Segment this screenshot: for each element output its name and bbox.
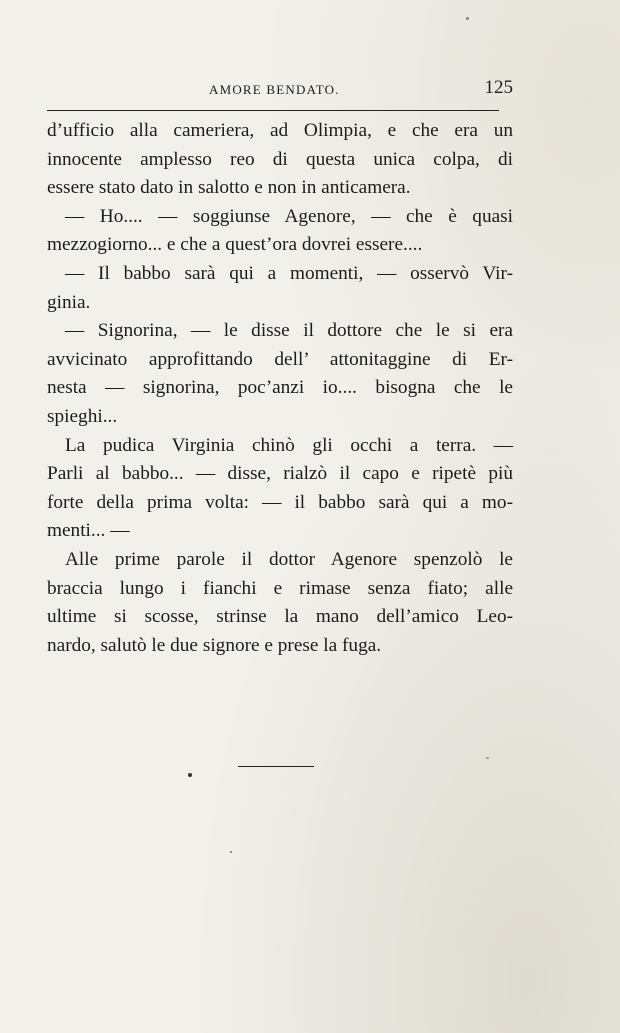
text-line: avvicinato approfittando dell’ attonitaggine di Er-	[47, 348, 513, 370]
text-line: innocente amplesso reo di questa unica colpa, di	[47, 148, 513, 170]
text-line: ginia.	[47, 291, 91, 313]
section-end-rule	[238, 766, 314, 767]
text-line: d’ufficio alla cameriera, ad Olimpia, e che era un	[47, 120, 513, 141]
ink-speck	[188, 773, 192, 777]
text-line: spieghi...	[47, 405, 118, 427]
text-line: — Il babbo sarà qui a momenti, — osservò Vir-	[65, 262, 513, 284]
text-line: forte della prima volta: — il babbo sarà qui a mo-	[47, 491, 513, 513]
text-line: ultime si scosse, strinse la mano dell’amico Leo-	[47, 606, 513, 628]
header-rule	[47, 110, 499, 111]
text-line: braccia lungo i fianchi e rimase senza fiato; alle	[47, 577, 513, 599]
ink-speck	[486, 757, 489, 759]
ink-speck	[466, 17, 469, 20]
text-line: Alle prime parole il dottor Agenore spenzolò le	[65, 548, 513, 570]
text-line: La pudica Virginia chinò gli occhi a terra. —	[65, 434, 513, 456]
text-line: — Signorina, — le disse il dottore che le si era	[65, 320, 513, 342]
text-line: menti... —	[47, 520, 130, 542]
text-line: Parli al babbo... — disse, rialzò il capo e ripetè più	[47, 463, 513, 485]
text-line: nardo, salutò le due signore e prese la fuga.	[47, 634, 382, 656]
page-number: 125	[484, 77, 513, 98]
text-line: — Ho.... — soggiunse Agenore, — che è quasi	[65, 205, 513, 227]
running-head: AMORE BENDATO.	[209, 82, 340, 97]
ink-speck	[230, 851, 232, 853]
text-line: nesta — signorina, poc’anzi io.... bisogna che le	[47, 377, 513, 399]
page-header	[47, 77, 513, 99]
text-line: essere stato dato in salotto e non in anticamera.	[47, 177, 411, 199]
body-text	[47, 117, 513, 660]
text-line: mezzogiorno... e che a quest’ora dovrei essere....	[47, 234, 423, 256]
